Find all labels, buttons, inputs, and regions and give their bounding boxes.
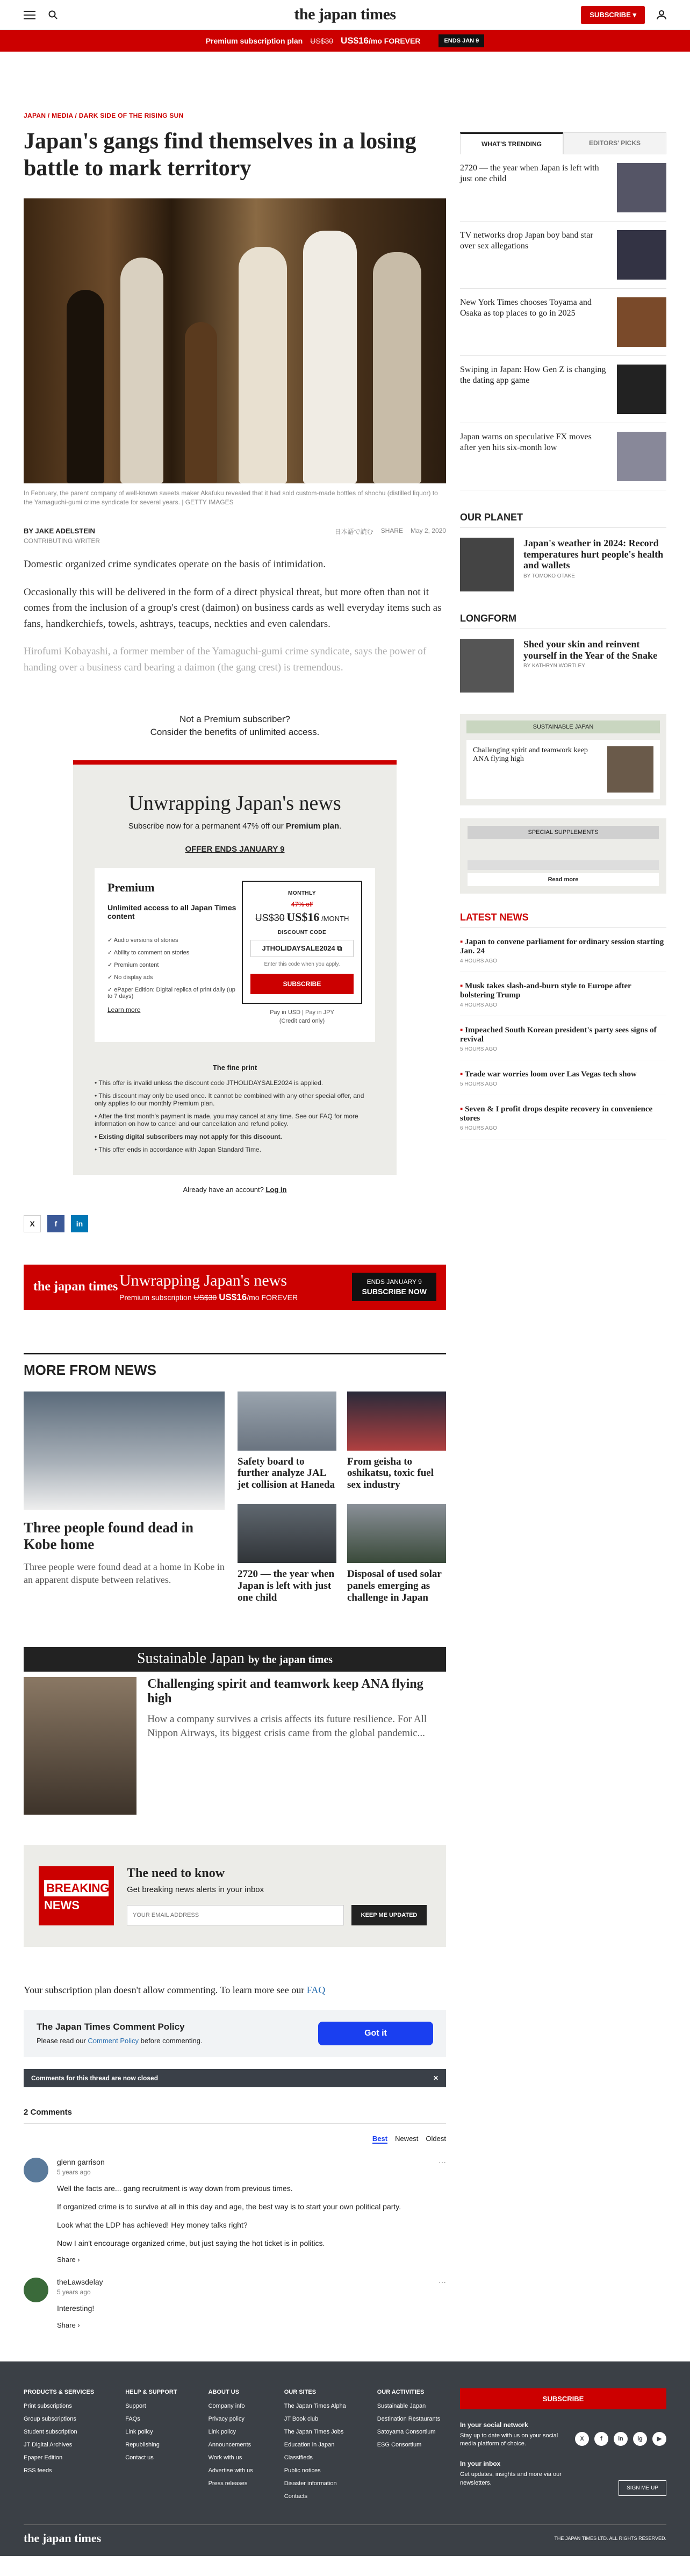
footer-link[interactable]: RSS feeds <box>24 2467 52 2474</box>
sort-newest[interactable]: Newest <box>395 2134 419 2143</box>
avatar[interactable] <box>24 2158 48 2182</box>
footer-link[interactable]: Public notices <box>284 2467 321 2474</box>
sidebar-tabs <box>460 132 666 154</box>
more-icon[interactable]: ··· <box>439 2278 446 2287</box>
search-icon[interactable] <box>48 10 58 20</box>
learn-more-link[interactable]: Learn more <box>107 1005 141 1014</box>
footer-column <box>284 2388 346 2500</box>
article-column <box>24 52 446 2329</box>
footer-logo[interactable]: the japan times <box>24 2531 102 2545</box>
footer-link[interactable]: Education in Japan <box>284 2441 335 2448</box>
sidebar-sj-item[interactable]: Challenging spirit and teamwork keep ANA flying high <box>466 740 660 799</box>
feature-item: ✓ Premium content <box>107 961 242 968</box>
supplements-label: SPECIAL SUPPLEMENTS <box>468 826 659 839</box>
paragraph: Occasionally this will be delivered in the form of a direct physical threat, but more often than not it comes from the inclusion of a group's crest (daimon) on business cards as well everyday items such as fans, handkerchiefs, towels, ashtrays, teacups, neckties and even calendars. <box>24 586 442 630</box>
breaking-news-badge: BREAKING NEWS <box>39 1866 114 1925</box>
latest-news <box>460 912 666 1139</box>
x-icon[interactable]: X <box>24 1215 41 1232</box>
latest-item[interactable]: ▪ Trade war worries loom over Las Vegas tech show 5 HOURS AGO <box>460 1070 666 1095</box>
login-link[interactable]: Log in <box>265 1185 287 1194</box>
instagram-icon[interactable]: ig <box>633 2432 647 2446</box>
footer-link[interactable]: ESG Consortium <box>377 2441 422 2448</box>
author-name[interactable]: BY JAKE ADELSTEIN <box>24 527 95 536</box>
footer-link[interactable]: Disaster information <box>284 2480 337 2487</box>
already-account: Already have an account? Log in <box>183 1185 287 1194</box>
copyright: THE JAPAN TIMES LTD. ALL RIGHTS RESERVED. <box>554 2535 666 2541</box>
footer-link[interactable]: Group subscriptions <box>24 2415 76 2422</box>
more-item-title[interactable]: Disposal of used solar panels emerging as challenge in Japan <box>347 1568 442 1603</box>
paywall-title: Unwrapping Japan's news <box>128 791 341 815</box>
sustainable-desc: How a company survives a crisis affects its future resilience. For All Nippon Airways, its biggest crisis came from the global pandemic... <box>147 1713 427 1739</box>
longform-title: LONGFORM <box>460 613 666 629</box>
footer-column <box>209 2388 253 2500</box>
footer-link[interactable]: Advertise with us <box>208 2467 253 2474</box>
promo-bar[interactable] <box>0 30 690 52</box>
feature-list <box>107 937 242 1000</box>
image-caption: In February, the parent company of well-known sweets maker Akafuku revealed that it had sold custom-made bottles of shochu (distilled liquor) to the Yamaguchi-gumi crime syndicate for several years. | GETTY IMAGES <box>24 489 438 506</box>
footer-link[interactable]: Print subscriptions <box>24 2402 72 2409</box>
share-link[interactable]: SHARE <box>380 527 403 535</box>
trending-item[interactable]: TV networks drop Japan boy band star over sex allegations <box>460 222 666 289</box>
tab-editors-picks[interactable]: EDITORS' PICKS <box>563 132 666 154</box>
policy-link[interactable]: Comment Policy <box>88 2037 139 2045</box>
price-box <box>242 881 362 1004</box>
footer-link[interactable]: Support <box>125 2402 146 2409</box>
paywall-sub: Subscribe now for a permanent 47% off our Premium plan. <box>128 821 342 831</box>
comment-policy <box>24 2010 446 2057</box>
special-supplements <box>460 818 666 894</box>
sort-best[interactable]: Best <box>372 2134 388 2143</box>
comment-share[interactable]: Share › <box>57 2256 80 2264</box>
sort-oldest[interactable]: Oldest <box>426 2134 446 2143</box>
plan-title: Premium <box>107 880 155 894</box>
sustainable-title[interactable]: Challenging spirit and teamwork keep ANA flying high <box>147 1676 423 1706</box>
code-hint: Enter this code when you apply. <box>264 961 340 967</box>
comment-text: Well the facts are... gang recruitment is way down from previous times. If organized crime is to survive at all in this day and age, the best way is to start your own political party. Look what the LDP has achieved! Hey money talks right? Now I ain't encourage organized crime, but just saying the hot ticket is in politics. <box>57 2183 401 2248</box>
read-more-button[interactable]: Read more <box>468 873 659 886</box>
pay-currency[interactable]: Pay in USD | Pay in JPY (Credit card only) <box>270 1009 334 1025</box>
fine-item: • This discount may only be used once. It cannot be combined with any other special offer, and only applies to our monthly Premium plan. <box>95 1092 375 1107</box>
hero-image <box>24 198 446 483</box>
more-item-title[interactable]: From geisha to oshikatsu, toxic fuel sex industry <box>347 1455 434 1491</box>
footer-link[interactable]: Student subscription <box>24 2428 77 2435</box>
monthly-label: MONTHLY <box>288 890 317 896</box>
footer-column-title: PRODUCTS & SERVICES <box>24 2388 95 2395</box>
breadcrumb[interactable]: JAPAN / MEDIA / DARK SIDE OF THE RISING SUN <box>24 112 184 119</box>
youtube-icon[interactable]: ▶ <box>652 2432 666 2446</box>
footer-column <box>125 2388 177 2500</box>
feature-item: ✓ Ability to comment on stories <box>107 949 242 956</box>
footer-column-title: ABOUT US <box>208 2388 240 2395</box>
footer-column-title: HELP & SUPPORT <box>125 2388 177 2395</box>
trending-item[interactable]: Swiping in Japan: How Gen Z is changing the dating app game <box>460 356 666 423</box>
footer-link[interactable]: Contact us <box>125 2454 154 2461</box>
paywall-subscribe-button[interactable]: SUBSCRIBE <box>250 974 354 994</box>
more-big-desc: Three people were found dead at a home in Kobe in an apparent dispute between relatives. <box>24 1561 225 1585</box>
facebook-icon[interactable]: f <box>47 1215 64 1232</box>
comments-closed-bar: Comments for this thread are now closed ✕ <box>24 2069 446 2087</box>
facebook-icon[interactable]: f <box>594 2432 608 2446</box>
latest-item[interactable]: ▪ Musk takes slash-and-burn style to Europe after bolstering Trump 4 HOURS AGO <box>460 982 666 1016</box>
more-big-image <box>24 1392 225 1510</box>
sidebar <box>460 52 666 2329</box>
paragraph: Domestic organized crime syndicates operate on the basis of intimidation. <box>24 559 326 570</box>
avatar[interactable] <box>24 2278 48 2302</box>
comment-time[interactable]: 5 years ago <box>57 2288 91 2296</box>
footer-link[interactable]: The Japan Times Alpha <box>284 2402 346 2409</box>
menu-icon[interactable] <box>24 11 35 19</box>
newsletter-title: The need to know <box>127 1866 225 1880</box>
footer-subscribe <box>460 2388 666 2491</box>
tab-trending[interactable]: WHAT'S TRENDING <box>460 132 563 154</box>
footer-link[interactable]: Press releases <box>208 2480 248 2487</box>
sustainable-japan-bar[interactable]: Sustainable Japan by the japan times <box>24 1647 446 1672</box>
jp-link[interactable]: 日本語で読む <box>334 528 373 536</box>
social-title: In your social network <box>460 2421 528 2429</box>
more-item[interactable] <box>238 1392 336 1492</box>
plan-card <box>95 868 375 1042</box>
footer-link[interactable]: Link policy <box>125 2428 153 2435</box>
footer-link[interactable]: Announcements <box>208 2441 251 2448</box>
footer-link[interactable]: Link policy <box>208 2428 236 2435</box>
more-item[interactable] <box>347 1504 446 1604</box>
trending-item[interactable]: Japan warns on speculative FX moves after yen hits six-month low <box>460 423 666 490</box>
fine-print <box>95 1064 375 1153</box>
top-bar <box>0 0 690 30</box>
policy-title: The Japan Times Comment Policy <box>37 2022 185 2032</box>
footer-link[interactable]: Epaper Edition <box>24 2454 63 2461</box>
promo-ends: ENDS JAN 9 <box>439 34 484 47</box>
article-title: Japan's gangs find themselves in a losing battle to mark territory <box>24 129 416 181</box>
trending-item[interactable]: 2720 — the year when Japan is left with just one child <box>460 154 666 222</box>
comment-share[interactable]: Share › <box>57 2321 80 2329</box>
feature-item: ✓ Audio versions of stories <box>107 937 242 944</box>
article-body <box>24 556 446 675</box>
newsletter-desc: Get breaking news alerts in your inbox <box>127 1885 264 1894</box>
our-planet-item[interactable]: Japan's weather in 2024: Record temperatures hurt people's health and wallets BY TOMOKO OTAKE <box>460 538 666 591</box>
comment-sort <box>24 2135 446 2144</box>
more-big-item[interactable] <box>24 1392 225 1604</box>
footer-subscribe-button[interactable]: SUBSCRIBE <box>460 2388 666 2409</box>
faq-link[interactable]: FAQ <box>306 1984 326 1995</box>
footer-link[interactable]: Company info <box>208 2402 245 2409</box>
feature-item: ✓ No display ads <box>107 974 242 981</box>
footer-link[interactable]: FAQs <box>125 2415 140 2422</box>
more-from-news <box>24 1392 446 1604</box>
paragraph: Hirofumi Kobayashi, a former member of the Yamaguchi-gumi crime syndicate, says the power of handing over a business card bearing a daimon (the gang crest) is tremendous. <box>24 646 427 673</box>
latest-news-title: LATEST NEWS <box>460 912 666 928</box>
comment-text: Interesting! <box>57 2304 95 2313</box>
comment-time[interactable]: 5 years ago <box>57 2168 91 2176</box>
author-role: CONTRIBUTING WRITER <box>24 537 100 545</box>
more-from-news-title: MORE FROM NEWS <box>24 1353 446 1379</box>
code-label: DISCOUNT CODE <box>277 929 327 936</box>
not-premium-line: Not a Premium subscriber? <box>179 714 290 724</box>
newsletter-box <box>24 1845 446 1947</box>
social-desc: Stay up to date with us on your social media platform of choice. <box>460 2432 558 2447</box>
footer-link[interactable]: Work with us <box>208 2454 242 2461</box>
latest-item[interactable]: ▪ Seven & I profit drops despite recovery in convenience stores 6 HOURS AGO <box>460 1105 666 1139</box>
footer-column <box>377 2388 440 2500</box>
keep-me-updated-button[interactable]: KEEP ME UPDATED <box>351 1905 427 1925</box>
more-item[interactable] <box>347 1392 446 1492</box>
share-bar <box>24 1215 446 1232</box>
promo-new-price: US$16 <box>341 35 369 46</box>
banner-cta[interactable]: ENDS JANUARY 9 SUBSCRIBE NOW <box>352 1273 436 1301</box>
footer-link[interactable]: Contacts <box>284 2493 308 2500</box>
paywall <box>73 760 397 1175</box>
banner-title: Unwrapping Japan's news <box>119 1271 288 1289</box>
discount-code[interactable]: JTHOLIDAYSALE2024 ⧉ <box>250 940 354 957</box>
fine-item: • After the first month's payment is made, you may cancel at any time. See our FAQ for more information on how to cancel and our cancellation and refund policy. <box>95 1112 375 1128</box>
user-icon[interactable] <box>657 10 666 20</box>
consider-line: Consider the benefits of unlimited access. <box>150 726 320 737</box>
subscribe-button[interactable]: SUBSCRIBE ▾ <box>581 6 645 24</box>
not-premium-note <box>24 713 446 739</box>
inbox-desc: Get updates, insights and more via our newsletters. <box>460 2471 562 2486</box>
more-item-title[interactable]: 2720 — the year when Japan is left with just one child <box>238 1568 335 1603</box>
fine-item: • This offer is invalid unless the discount code JTHOLIDAYSALE2024 is applied. <box>95 1079 375 1087</box>
footer-link[interactable]: Privacy policy <box>208 2415 245 2422</box>
promo-label: Premium subscription plan <box>205 37 303 45</box>
footer-column <box>24 2388 94 2500</box>
offer-ends: OFFER ENDS JANUARY 9 <box>185 844 285 854</box>
article-date: May 2, 2020 <box>410 527 446 535</box>
promo-tail: /mo FOREVER <box>369 37 421 45</box>
plan-desc: Unlimited access to all Japan Times content <box>107 903 236 920</box>
footer <box>0 2361 690 2556</box>
comment-author[interactable]: theLawsdelay <box>57 2278 103 2287</box>
inbox-title: In your inbox <box>460 2460 501 2468</box>
got-it-button[interactable]: Got it <box>318 2022 433 2045</box>
banner-price: Premium subscription US$30 US$16/mo FOREVER <box>119 1291 298 1302</box>
sustainable-item[interactable] <box>24 1677 446 1815</box>
sidebar-sj-label: SUSTAINABLE JAPAN <box>466 720 660 733</box>
linkedin-icon[interactable]: in <box>71 1215 88 1232</box>
latest-item[interactable]: ▪ Impeached South Korean president's party sees signs of revival 5 HOURS AGO <box>460 1026 666 1060</box>
banner-logo: the japan times <box>33 1280 118 1294</box>
comment <box>24 2278 446 2329</box>
more-item[interactable] <box>238 1504 336 1604</box>
comment-count: 2 Comments <box>24 2108 446 2124</box>
footer-column-title: OUR SITES <box>284 2388 317 2395</box>
feature-item: ✓ ePaper Edition: Digital replica of print daily (up to 7 days) <box>107 986 242 1000</box>
linkedin-icon[interactable]: in <box>614 2432 628 2446</box>
more-big-title[interactable]: Three people found dead in Kobe home <box>24 1519 194 1552</box>
social-icons <box>575 2432 666 2446</box>
footer-link[interactable]: Sustainable Japan <box>377 2402 426 2409</box>
more-icon[interactable]: ··· <box>439 2157 446 2166</box>
footer-column-title: OUR ACTIVITIES <box>377 2388 425 2395</box>
longform-item[interactable]: Shed your skin and reinvent yourself in the Year of the Snake BY KATHRYN WORTLEY <box>460 639 666 693</box>
footer-link[interactable]: Satoyama Consortium <box>377 2428 436 2435</box>
copy-icon[interactable]: ⧉ <box>337 944 342 952</box>
sign-me-up-button[interactable]: SIGN ME UP <box>619 2480 666 2496</box>
x-icon[interactable]: X <box>575 2432 589 2446</box>
more-item-title[interactable]: Safety board to further analyze JAL jet collision at Haneda <box>238 1455 335 1491</box>
footer-link[interactable]: Republishing <box>125 2441 160 2448</box>
sidebar-sustainable <box>460 714 666 805</box>
byline <box>24 527 446 545</box>
site-logo[interactable]: the japan times <box>294 5 396 23</box>
fine-item: • Existing digital subscribers may not apply for this discount. <box>95 1133 375 1140</box>
price: US$30 US$16 /MONTH <box>255 910 349 924</box>
footer-link[interactable]: JT Digital Archives <box>24 2441 73 2448</box>
footer-link[interactable]: Classifieds <box>284 2454 313 2461</box>
promo-old-price: US$30 <box>310 37 334 45</box>
fine-title: The fine print <box>212 1063 257 1072</box>
sustainable-image <box>24 1677 136 1815</box>
footer-link[interactable]: The Japan Times Jobs <box>284 2428 344 2435</box>
discount-percent: 47% off <box>291 900 313 908</box>
email-input[interactable] <box>127 1905 344 1925</box>
footer-link[interactable]: JT Book club <box>284 2415 319 2422</box>
latest-item[interactable]: ▪ Japan to convene parliament for ordinary session starting Jan. 24 4 HOURS AGO <box>460 938 666 972</box>
trending-item[interactable]: New York Times chooses Toyama and Osaka as top places to go in 2025 <box>460 289 666 356</box>
footer-link[interactable]: Destination Restaurants <box>377 2415 441 2422</box>
comment-author[interactable]: glenn garrison <box>57 2157 105 2166</box>
close-icon[interactable]: ✕ <box>433 2074 439 2082</box>
comment <box>24 2158 446 2264</box>
policy-text: Please read our Comment Policy before commenting. <box>37 2037 203 2045</box>
our-planet-title: OUR PLANET <box>460 512 666 528</box>
fine-item: • This offer ends in accordance with Japan Standard Time. <box>95 1146 375 1153</box>
subscribe-banner[interactable] <box>24 1265 446 1310</box>
no-comment-note: Your subscription plan doesn't allow commenting. To learn more see our FAQ <box>24 1984 326 1995</box>
